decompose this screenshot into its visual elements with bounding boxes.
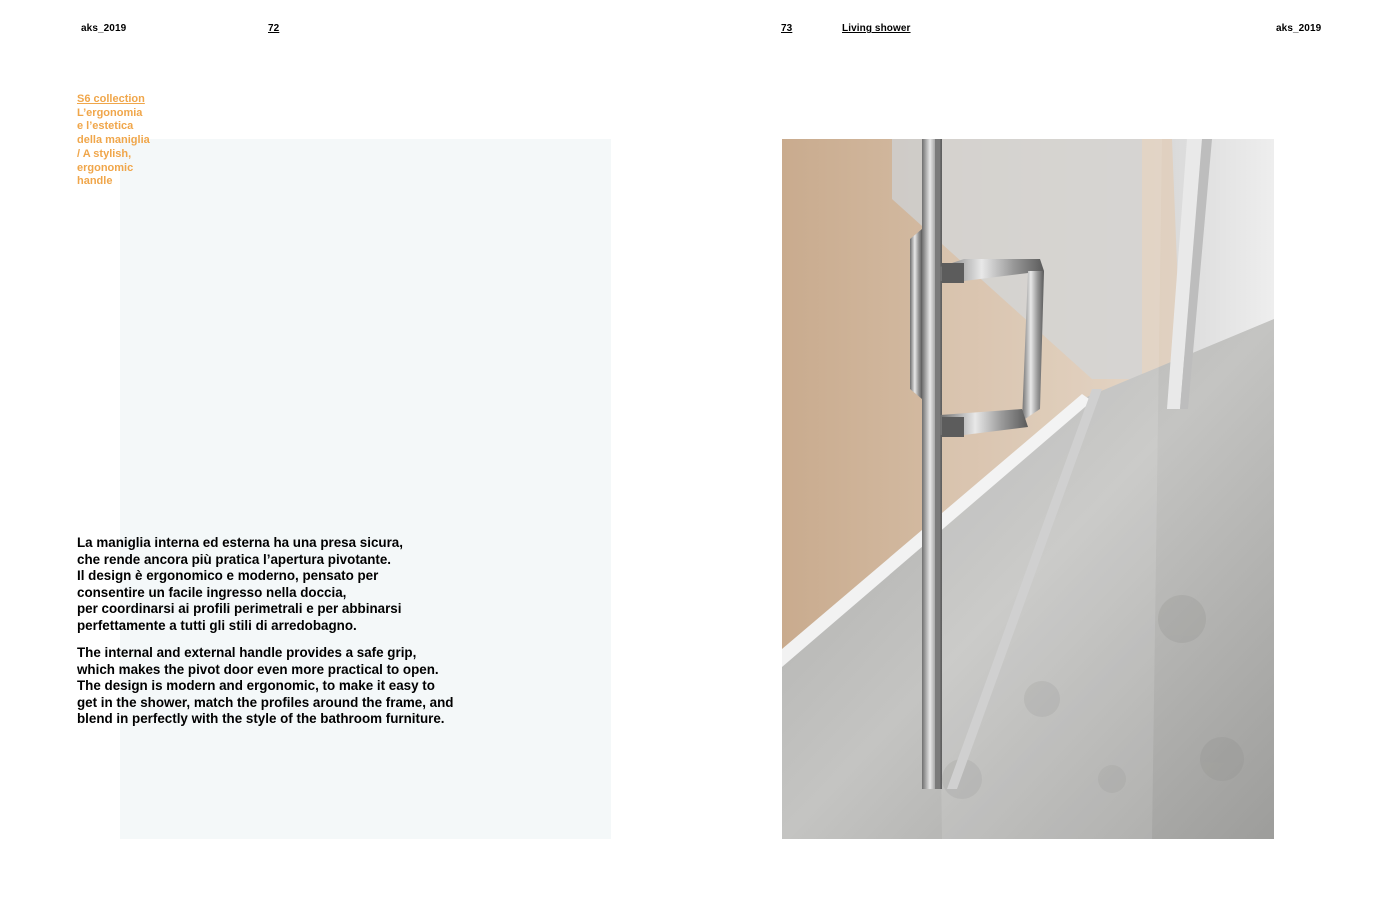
left-page-number[interactable]: 72 bbox=[268, 23, 280, 34]
english-paragraph bbox=[77, 645, 454, 728]
pale-background-panel bbox=[120, 139, 611, 839]
paragraph-line: per coordinarsi ai profili perimetrali e per abbinarsi bbox=[77, 601, 402, 617]
heading-line: ergonomic bbox=[77, 161, 134, 174]
paragraph-line: get in the shower, match the profiles around the frame, and bbox=[77, 694, 454, 710]
collection-title[interactable]: S6 collection bbox=[77, 93, 145, 105]
paragraph-line: perfettamente a tutti gli stili di arredobagno. bbox=[77, 617, 357, 633]
section-title[interactable]: Living shower bbox=[842, 23, 911, 34]
heading-line: L’ergonomia bbox=[77, 106, 143, 119]
handle-connector-bottom bbox=[942, 417, 964, 437]
handle-back-bracket bbox=[910, 229, 922, 399]
right-header-brand: aks_2019 bbox=[1276, 23, 1322, 34]
paragraph-line: The internal and external handle provides a safe grip, bbox=[77, 645, 417, 660]
paragraph-line: che rende ancora più pratica l’apertura pivotante. bbox=[77, 551, 392, 567]
heading-line: / A stylish, bbox=[77, 147, 132, 160]
paragraph-line: The design is modern and ergonomic, to make it easy to bbox=[77, 678, 435, 694]
shower-door-photo bbox=[782, 139, 1274, 839]
handle-connector-top bbox=[942, 263, 964, 283]
left-header-brand: aks_2019 bbox=[81, 23, 127, 34]
heading-line: della maniglia bbox=[77, 134, 150, 147]
paragraph-line: blend in perfectly with the style of the bathroom furniture. bbox=[77, 711, 445, 727]
paragraph-line: Il design è ergonomico e moderno, pensato per bbox=[77, 568, 379, 584]
heading-line: handle bbox=[77, 175, 113, 188]
heading-line: e l’estetica bbox=[77, 120, 134, 133]
paragraph-line: La maniglia interna ed esterna ha una presa sicura, bbox=[77, 535, 403, 550]
paragraph-line: consentire un facile ingresso nella doccia, bbox=[77, 584, 347, 600]
glass-panel bbox=[932, 139, 1162, 839]
italian-paragraph bbox=[77, 535, 403, 635]
glass-edge-shadow bbox=[935, 139, 940, 789]
shower-handle-illustration bbox=[782, 139, 1274, 839]
collection-heading bbox=[77, 93, 187, 189]
paragraph-line: which makes the pivot door even more practical to open. bbox=[77, 661, 439, 677]
right-page-number[interactable]: 73 bbox=[781, 23, 793, 34]
